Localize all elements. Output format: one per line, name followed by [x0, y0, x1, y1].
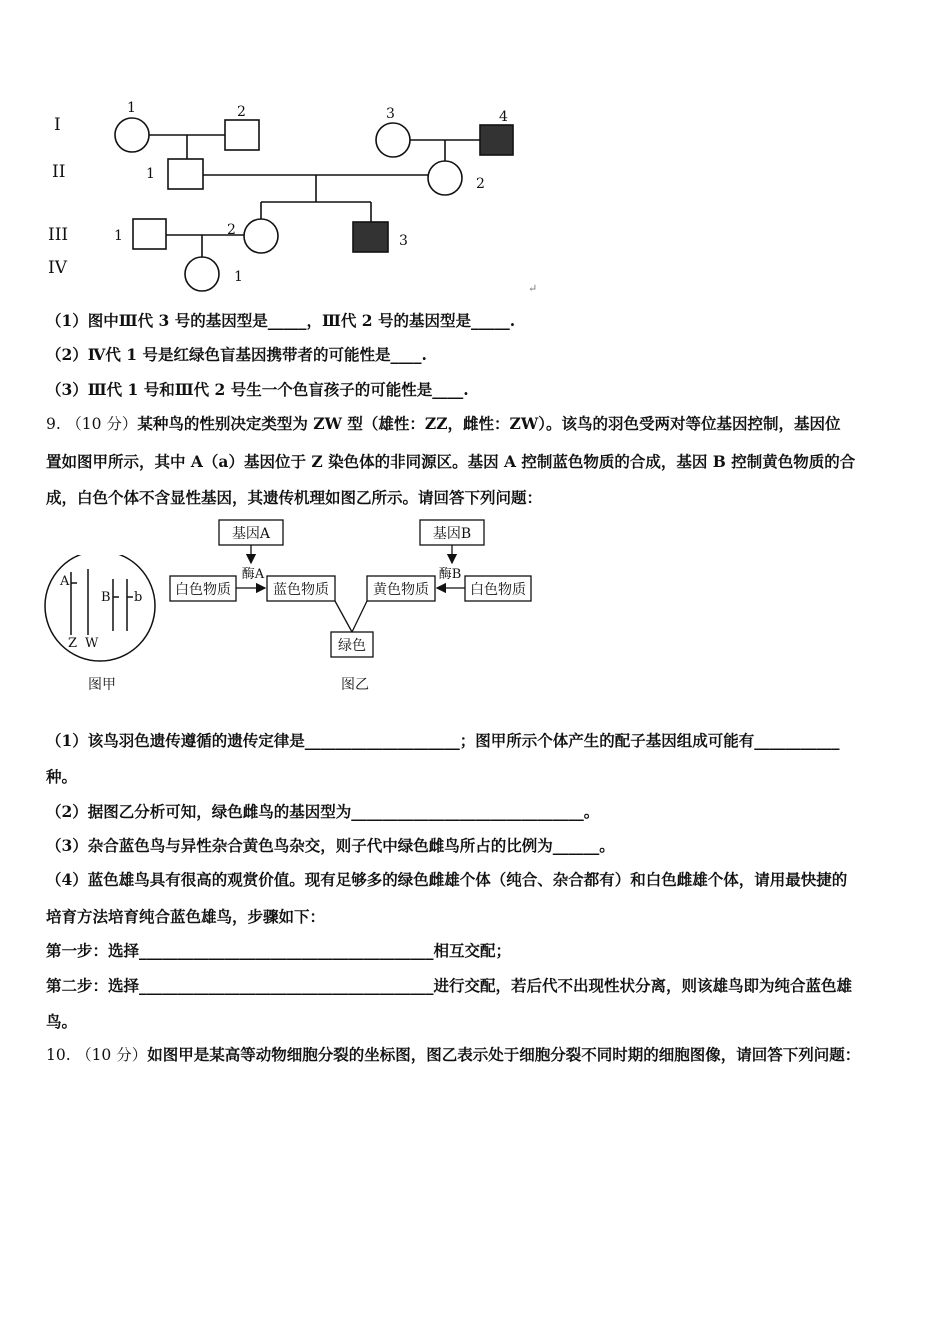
iii-1-male	[133, 219, 166, 249]
green-box: 绿色	[338, 638, 366, 654]
q9-sub4-line1: （4）蓝色雄鸟具有很高的观赏价值。现有足够多的绿色雌雄个体（纯合、杂合都有）和白色雌雄个体，请用最快捷的	[46, 870, 848, 889]
white-substance-right-box: 白色物质	[470, 582, 526, 598]
ii-2-female	[428, 161, 462, 195]
enzyme-b-label: 酶B	[438, 567, 462, 582]
i-2-male	[225, 120, 259, 150]
q10-intro	[46, 1045, 860, 1065]
gen-label-iii: III	[48, 225, 69, 245]
num-iii-3: 3	[399, 233, 408, 249]
label-a: A	[60, 574, 70, 589]
iii-3-affected-male	[353, 222, 388, 252]
label-z: Z	[68, 636, 78, 651]
gene-b-box: 基因B	[432, 526, 472, 542]
gene-a-box: 基因A	[231, 526, 271, 542]
q10-text: 如图甲是某高等动物细胞分裂的坐标图，图乙表示处于细胞分裂不同时期的细胞图像，请回答下列问题：	[147, 1045, 861, 1064]
i-4-affected-male	[480, 125, 513, 155]
num-i-4: 4	[499, 109, 508, 125]
q9-intro-line1	[46, 414, 840, 434]
q9-sub4-line2: 培育方法培育纯合蓝色雄鸟，步骤如下：	[46, 907, 326, 926]
white-substance-left-box: 白色物质	[175, 582, 231, 598]
q8-sub2: （2）Ⅳ代 1 号是红绿色盲基因携带者的可能性是____.	[46, 345, 427, 364]
num-i-3: 3	[386, 106, 395, 122]
yellow-substance-box: 黄色物质	[373, 582, 429, 598]
label-b-lower: b	[134, 590, 143, 605]
q10-score: （10 分）	[76, 1046, 148, 1064]
num-i-1: 1	[127, 100, 136, 116]
figure-a-chromosomes	[40, 555, 165, 700]
q9-step2-line1: 第二步：选择______________________________________进行交配，若后代不出现性状分离，则该雄鸟即为纯合蓝色雄	[46, 976, 853, 995]
q9-step2-line2: 鸟。	[46, 1012, 78, 1031]
q9-sub2: （2）据图乙分析可知，绿色雌鸟的基因型为______________________________。	[46, 802, 600, 821]
num-iii-1: 1	[114, 228, 123, 244]
q9-number: 9.	[46, 415, 61, 433]
q9-intro-line2: 置如图甲所示，其中 A（a）基因位于 Z 染色体的非同源区。基因 A 控制蓝色物质的合成，基因 B 控制黄色物质的合	[46, 452, 856, 471]
blue-substance-box: 蓝色物质	[273, 582, 329, 598]
num-ii-1: 1	[146, 166, 155, 182]
q9-intro-text1: 某种鸟的性别决定类型为 ZW 型（雄性：ZZ，雌性：ZW）。该鸟的羽色受两对等位基因控制，基因位	[137, 414, 841, 433]
ii-1-male	[168, 159, 203, 189]
q10-number: 10.	[46, 1046, 71, 1064]
pedigree-chart	[40, 92, 550, 302]
q9-step1: 第一步：选择______________________________________相互交配；	[46, 941, 512, 960]
figure-a-caption: 图甲	[88, 677, 116, 693]
return-mark: ↵	[528, 282, 538, 295]
q9-score: （10 分）	[66, 415, 138, 433]
figure-b-caption: 图乙	[341, 677, 369, 693]
num-iv-1: 1	[234, 269, 243, 285]
label-w: W	[85, 636, 99, 651]
num-ii-2: 2	[476, 176, 485, 192]
gen-label-ii: II	[52, 162, 66, 182]
iv-1-female	[185, 257, 219, 291]
figure-b-pathway	[165, 515, 540, 700]
num-iii-2: 2	[227, 222, 236, 238]
i-1-female	[115, 118, 149, 152]
gen-label-iv: IV	[48, 258, 67, 278]
gen-label-i: I	[54, 115, 61, 135]
q9-sub1-line2: 种。	[46, 767, 78, 786]
label-b-upper: B	[101, 590, 111, 605]
iii-2-female	[244, 219, 278, 253]
q8-sub3: （3）Ⅲ代 1 号和Ⅲ代 2 号生一个色盲孩子的可能性是____.	[46, 380, 469, 399]
enzyme-a-label: 酶A	[241, 567, 265, 582]
q9-sub1-line1: （1）该鸟羽色遗传遵循的遗传定律是____________________；图甲所示个体产生的配子基因组成可能有___________	[46, 731, 840, 750]
q9-sub3: （3）杂合蓝色鸟与异性杂合黄色鸟杂交，则子代中绿色雌鸟所占的比例为______。	[46, 836, 615, 855]
i-3-female	[376, 123, 410, 157]
q8-sub1: （1）图中Ⅲ代 3 号的基因型是_____，Ⅲ代 2 号的基因型是_____.	[46, 311, 516, 330]
q9-intro-line3: 成，白色个体不含显性基因，其遗传机理如图乙所示。请回答下列问题：	[46, 488, 543, 507]
num-i-2: 2	[237, 104, 246, 120]
